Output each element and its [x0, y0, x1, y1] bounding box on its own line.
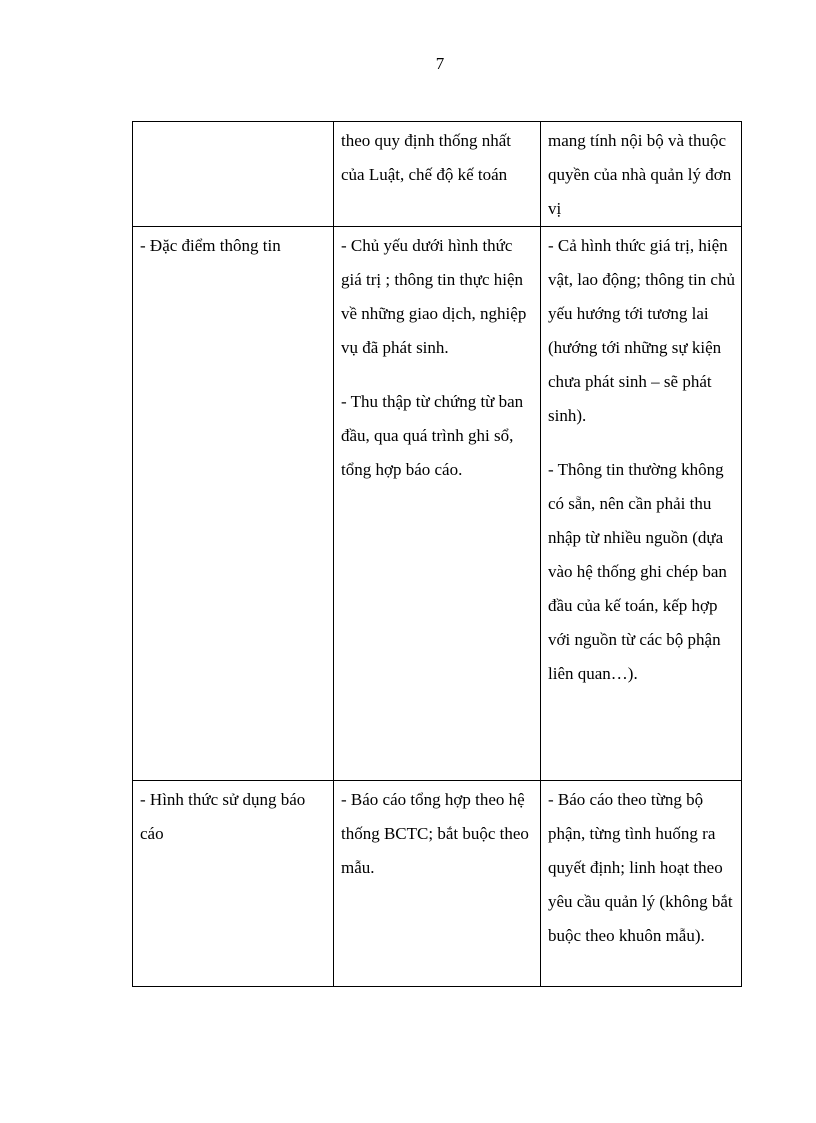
- table-row: [133, 122, 742, 227]
- row-label: - Hình thức sử dụng báo cáo: [140, 790, 306, 843]
- row-label-cell: [133, 122, 334, 227]
- cell-paragraph: - Báo cáo tổng hợp theo hệ thống BCTC; bắt buộc theo mẫu.: [341, 790, 529, 877]
- table-row: [133, 781, 742, 987]
- cell-paragraph: - Chủ yếu dưới hình thức giá trị ; thông tin thực hiện về những giao dịch, nghiệp vụ đã phát sinh.: [341, 236, 527, 357]
- row-label-cell: [133, 227, 334, 781]
- management-accounting-cell: [541, 781, 742, 987]
- cell-paragraph: - Thu thập từ chứng từ ban đầu, qua quá trình ghi sổ, tổng hợp báo cáo.: [341, 392, 524, 479]
- financial-accounting-cell: [334, 781, 541, 987]
- cell-paragraph: - Báo cáo theo từng bộ phận, từng tình huống ra quyết định; linh hoạt theo yêu cầu quản lý (không bắt buộc theo khuôn mẫu).: [548, 790, 733, 945]
- financial-accounting-cell: [334, 227, 541, 781]
- page-number: 7: [435, 54, 445, 73]
- row-label: - Đặc điểm thông tin: [140, 236, 281, 255]
- cell-paragraph: - Thông tin thường không có sẵn, nên cần phải thu nhập từ nhiều nguồn (dựa vào hệ thống ghi chép ban đầu của kế toán, kếp hợp với nguồn từ các bộ phận liên quan…).: [548, 460, 727, 683]
- row-label-cell: [133, 781, 334, 987]
- cell-paragraph: theo quy định thống nhất của Luật, chế độ kế toán: [341, 131, 511, 184]
- management-accounting-cell: [541, 122, 742, 227]
- table-row: [133, 227, 742, 781]
- cell-paragraph: mang tính nội bộ và thuộc quyền của nhà quản lý đơn vị: [548, 131, 732, 218]
- comparison-table: [132, 121, 742, 987]
- financial-accounting-cell: [334, 122, 541, 227]
- cell-paragraph: - Cả hình thức giá trị, hiện vật, lao động; thông tin chủ yếu hướng tới tương lai (hướng tới những sự kiện chưa phát sinh – sẽ phát sinh).: [548, 236, 735, 425]
- management-accounting-cell: [541, 227, 742, 781]
